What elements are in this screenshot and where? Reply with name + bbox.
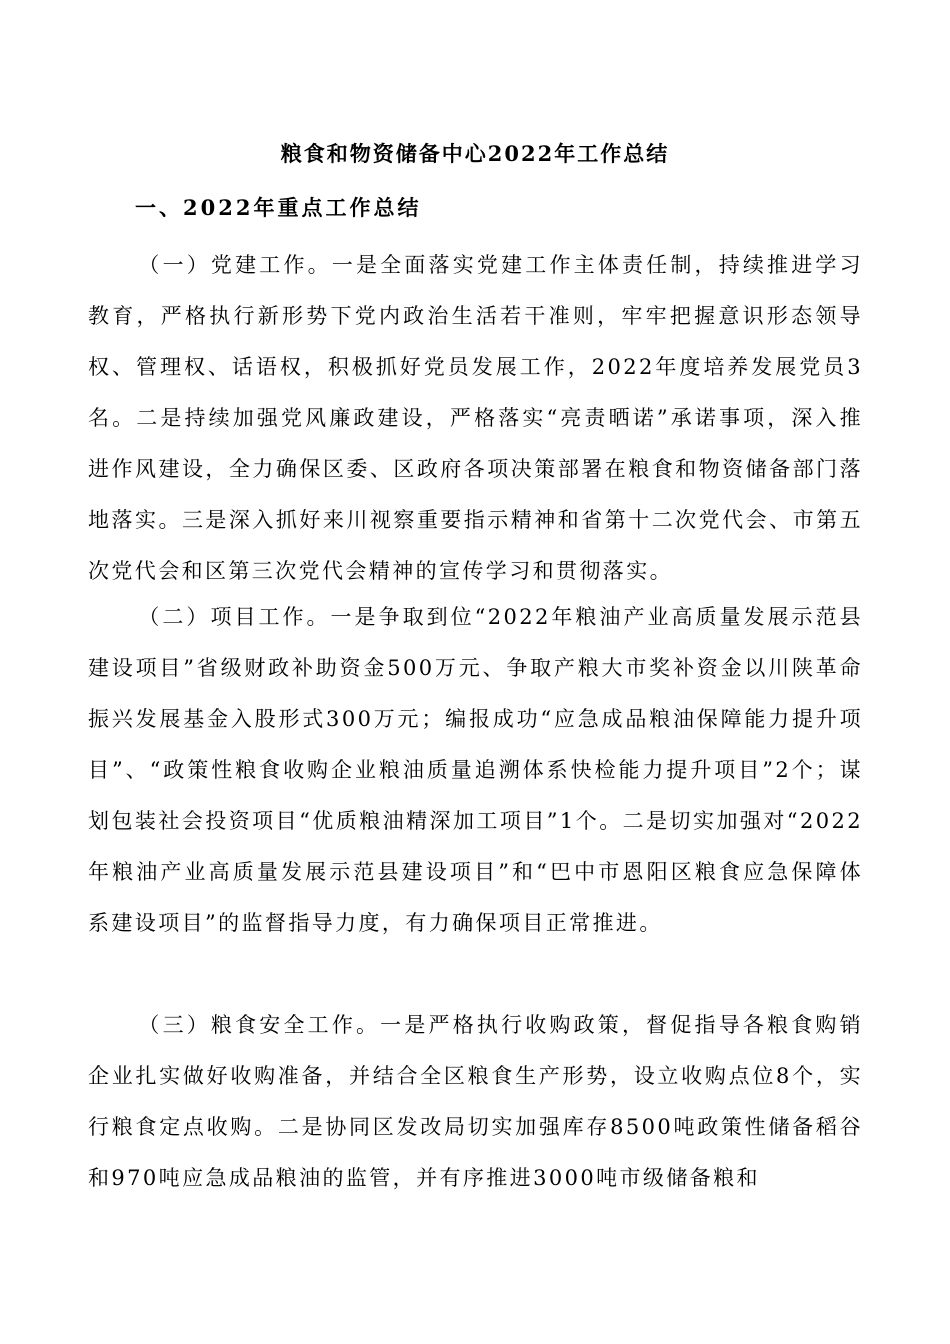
document-title: 粮食和物资储备中心2022年工作总结 (280, 141, 670, 166)
paragraph-project-work: （二）项目工作。一是争取到位“2022年粮油产业高质量发展示范县建设项目”省级财政补助资金500万元、争取产粮大市奖补资金以川陕革命振兴发展基金入股形式300万元；编报成功“应急成品粮油保障能力提升项目”、“政策性粮食收购企业粮油质量追溯体系快检能力提升项目”2个；谋划包装社会投资项目“优质粮油精深加工项目”1个。二是切实加强对“2022年粮油产业高质量发展示范县建设项目”和“巴中市恩阳区粮食应急保障体系建设项目”的监督指导力度，有力确保项目正常推进。 (88, 605, 863, 935)
section-heading: 一、2022年重点工作总结 (135, 195, 422, 220)
paragraph-grain-security: （三）粮食安全工作。一是严格执行收购政策，督促指导各粮食购销企业扎实做好收购准备，并结合全区粮食生产形势，设立收购点位8个，实行粮食定点收购。二是协同区发改局切实加强库存8500吨政策性储备稻谷和970吨应急成品粮油的监管，并有序推进3000吨市级储备粮和 (88, 1013, 863, 1190)
paragraph-party-building: （一）党建工作。一是全面落实党建工作主体责任制，持续推进学习教育，严格执行新形势下党内政治生活若干准则，牢牢把握意识形态领导权、管理权、话语权，积极抓好党员发展工作，2022年度培养发展党员3名。二是持续加强党风廉政建设，严格落实“亮责晒诺”承诺事项，深入推进作风建设，全力确保区委、区政府各项决策部署在粮食和物资储备部门落地落实。三是深入抓好来川视察重要指示精神和省第十二次党代会、市第五次党代会和区第三次党代会精神的宣传学习和贯彻落实。 (88, 253, 863, 583)
